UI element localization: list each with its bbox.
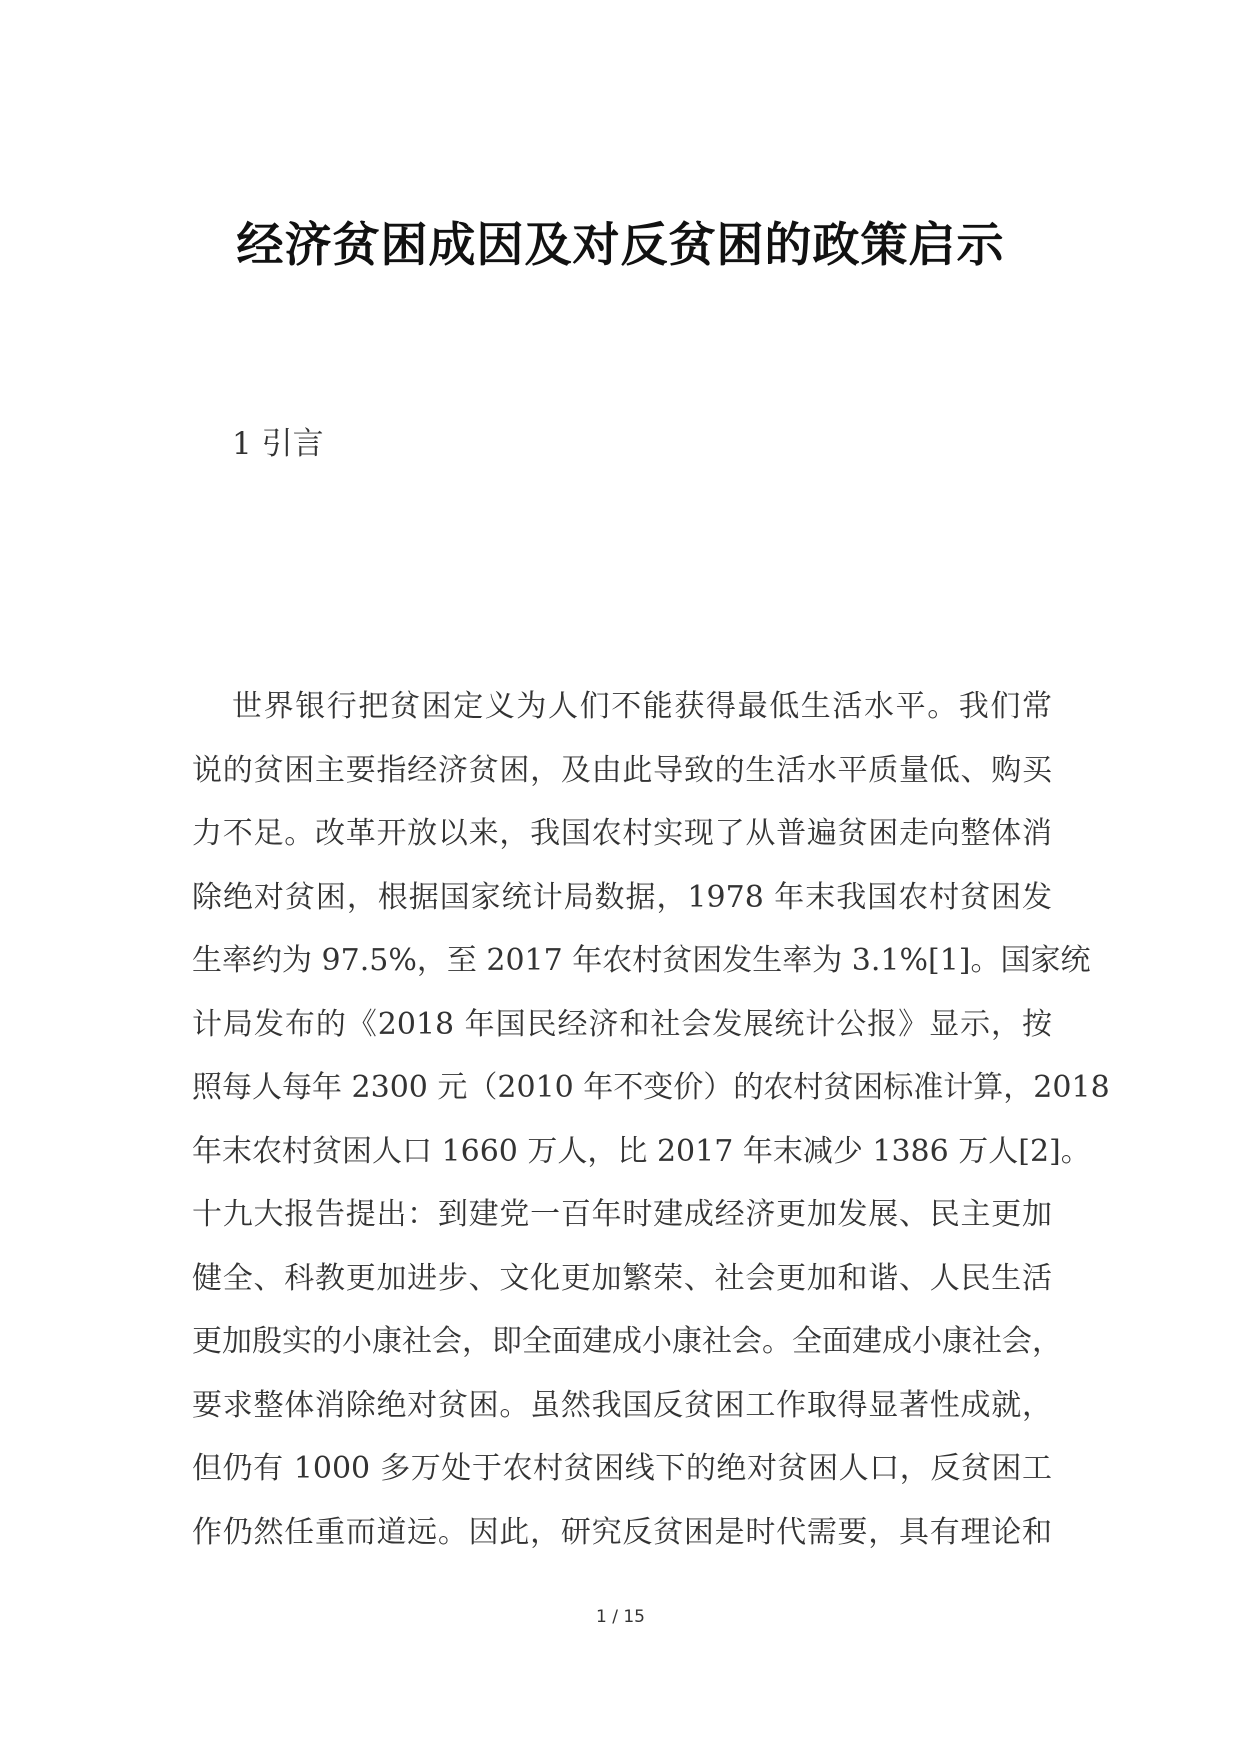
paragraph-line: 照每人每年 2300 元（2010 年不变价）的农村贫困标准计算，2018 xyxy=(192,1070,1110,1105)
paragraph-line: 健全、科教更加进步、文化更加繁荣、社会更加和谐、人民生活 xyxy=(192,1260,1052,1296)
paragraph-line: 生率约为 97.5%，至 2017 年农村贫困发生率为 3.1%[1]。国家统 xyxy=(192,943,1091,978)
paragraph-line: 十九大报告提出：到建党一百年时建成经济更加发展、民主更加 xyxy=(192,1197,1052,1232)
paragraph-line: 除绝对贫困，根据国家统计局数据，1978 年末我国农村贫困发 xyxy=(192,879,1052,915)
section-heading: 1 引言 xyxy=(232,426,324,462)
paragraph-line: 世界银行把贫困定义为人们不能获得最低生活水平。我们常 xyxy=(232,689,1052,724)
paragraph-line: 年末农村贫困人口 1660 万人，比 2017 年末减少 1386 万人[2]。 xyxy=(192,1133,1091,1169)
document-title: 经济贫困成因及对反贫困的政策启示 xyxy=(236,218,1005,273)
paragraph-line: 作仍然任重而道远。因此，研究反贫困是时代需要，具有理论和 xyxy=(192,1514,1052,1550)
paragraph-line: 但仍有 1000 多万处于农村贫困线下的绝对贫困人口，反贫困工 xyxy=(192,1451,1052,1486)
paragraph-line: 说的贫困主要指经济贫困，及由此导致的生活水平质量低、购买 xyxy=(192,752,1052,788)
body-paragraph xyxy=(192,675,1110,1564)
paragraph-line: 更加殷实的小康社会，即全面建成小康社会。全面建成小康社会， xyxy=(192,1324,1062,1359)
paragraph-line: 力不足。改革开放以来，我国农村实现了从普遍贫困走向整体消 xyxy=(192,816,1052,851)
paragraph-line: 要求整体消除绝对贫困。虽然我国反贫困工作取得显著性成就， xyxy=(192,1387,1052,1423)
paragraph-line: 计局发布的《2018 年国民经济和社会发展统计公报》显示，按 xyxy=(192,1006,1052,1042)
page-number: 1 / 15 xyxy=(596,1607,645,1627)
